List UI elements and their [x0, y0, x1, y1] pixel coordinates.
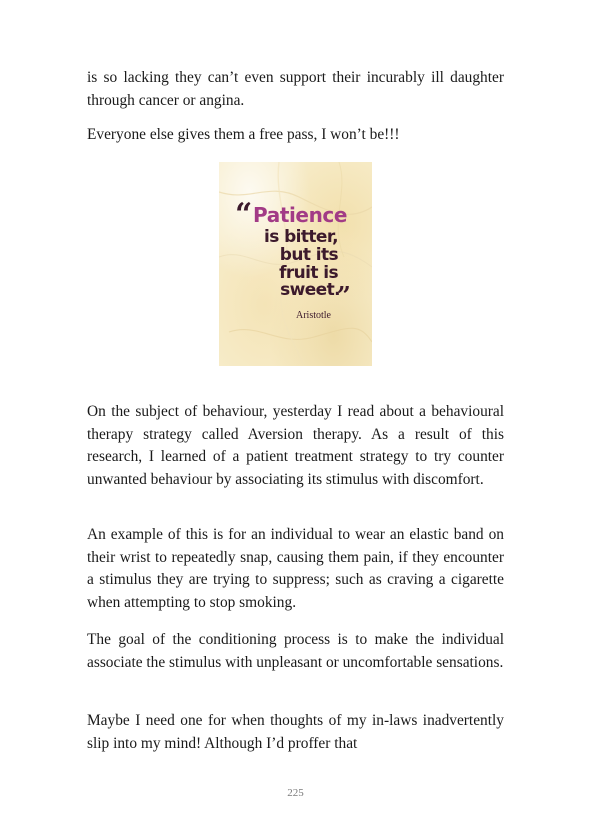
- quote-line: sweet.: [280, 280, 340, 300]
- quote-line: is bitter,: [264, 227, 338, 247]
- paragraph: Maybe I need one for when thoughts of my in-laws inadvertently slip into my mind! Although I’d proffer that: [87, 712, 504, 752]
- page-number: 225: [287, 787, 304, 799]
- quote-author: Aristotle: [296, 310, 331, 321]
- paragraph: An example of this is for an individual to wear an elastic band on their wrist to repeatedly snap, causing them pain, if they encounter a stimulus they are trying to suppress; such as craving a cigarette when attempting to stop smoking.: [87, 526, 504, 611]
- quote-line: fruit is: [279, 263, 338, 283]
- quote-image: [219, 162, 372, 366]
- paragraph: The goal of the conditioning process is to make the individual associate the stimulus with unpleasant or uncomfortable sensations.: [87, 631, 504, 671]
- close-quote-mark: ”: [337, 281, 351, 310]
- paragraph: is so lacking they can’t even support their incurably ill daughter through cancer or angina.: [87, 69, 504, 109]
- quote-highlight-word: Patience: [253, 203, 348, 227]
- open-quote-mark: “: [235, 197, 253, 232]
- paragraph: Everyone else gives them a free pass, I won’t be!!!: [87, 126, 400, 143]
- quote-line: but its: [279, 245, 338, 265]
- paragraph: On the subject of behaviour, yesterday I read about a behavioural therapy strategy called Aversion therapy. As a result of this research, I learned of a patient treatment strategy to try counter unwanted behaviour by associating its stimulus with discomfort.: [87, 403, 504, 488]
